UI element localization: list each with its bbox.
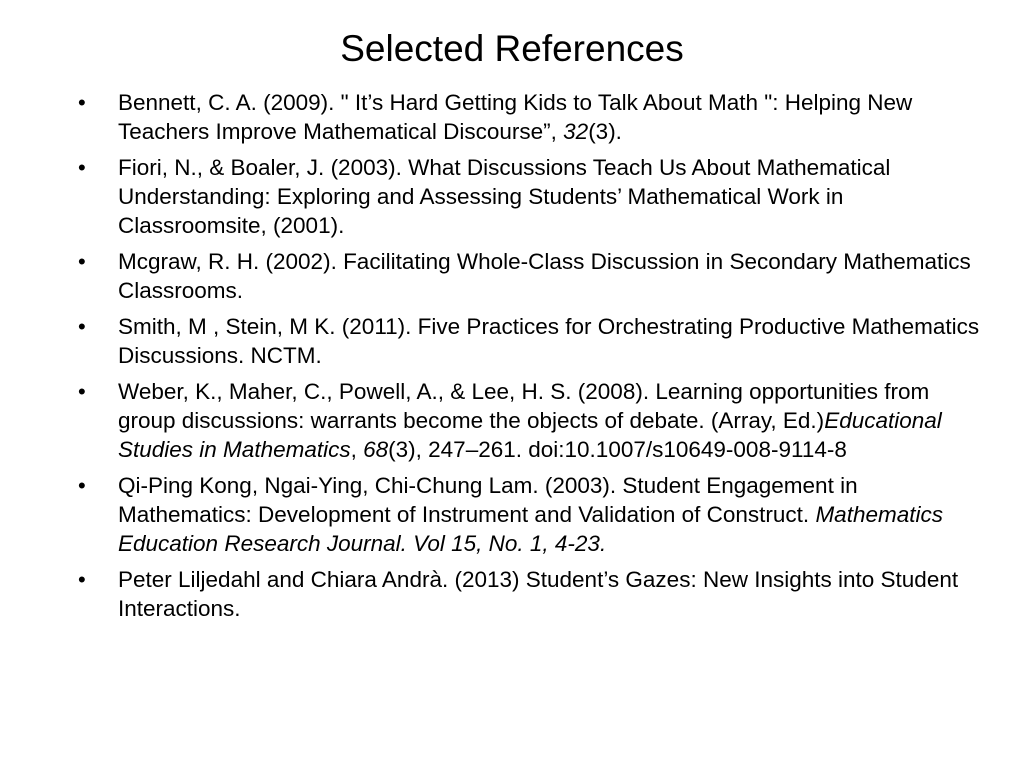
reference-item-fiori xyxy=(78,153,983,240)
reference-journal: Mathematics Education Research Journal. Vol 15, No. 1, 4-23. xyxy=(118,502,943,556)
reference-text: Qi-Ping Kong, Ngai-Ying, Chi-Chung Lam. (2003). Student Engagement in Mathematics: Development of Instrument and Validation of Construct. xyxy=(118,473,858,527)
reference-item-bennett xyxy=(78,88,983,146)
bullet-icon: • xyxy=(78,473,86,498)
reference-item-weber xyxy=(78,377,983,464)
reference-volume: 68 xyxy=(363,437,389,462)
bullet-icon: • xyxy=(78,155,86,180)
bullet-icon: • xyxy=(78,249,86,274)
reference-text: Mcgraw, R. H. (2002). Facilitating Whole-Class Discussion in Secondary Mathematics Classrooms. xyxy=(118,249,971,303)
bullet-icon: • xyxy=(78,567,86,592)
reference-item-mcgraw xyxy=(78,247,983,305)
reference-text: Peter Liljedahl and Chiara Andrà. (2013) Student’s Gazes: New Insights into Student Interactions. xyxy=(118,567,959,621)
reference-text: (3). xyxy=(588,119,622,144)
reference-item-smith xyxy=(78,312,983,370)
bullet-icon: • xyxy=(78,314,86,339)
reference-text: Weber, K., Maher, C., Powell, A., & Lee, H. S. (2008). Learning opportunities from group discussions: warrants become the objects of debate. (Array, Ed.) xyxy=(118,379,930,433)
reference-journal: Educational Studies in Mathematics xyxy=(118,408,942,462)
reference-text: Fiori, N., & Boaler, J. (2003). What Discussions Teach Us About Mathematical Understanding: Exploring and Assessing Students’ Mathematical Work in Classroomsite, (2001). xyxy=(118,155,891,238)
slide-title: Selected References xyxy=(340,28,684,69)
reference-list xyxy=(78,88,983,630)
reference-item-liljedahl xyxy=(78,565,983,623)
reference-text: (3), 247–261. doi:10.1007/s10649-008-9114-8 xyxy=(388,437,847,462)
bullet-icon: • xyxy=(78,90,86,115)
reference-text: , xyxy=(350,437,364,462)
reference-text: Bennett, C. A. (2009). " It’s Hard Getting Kids to Talk About Math ": Helping New Teachers Improve Mathematical Discourse”, xyxy=(118,90,913,144)
bullet-icon: • xyxy=(78,379,86,404)
reference-text: Smith, M , Stein, M K. (2011). Five Practices for Orchestrating Productive Mathematics Discussions. NCTM. xyxy=(118,314,980,368)
reference-volume: 32 xyxy=(563,119,589,144)
reference-item-kong xyxy=(78,471,983,558)
